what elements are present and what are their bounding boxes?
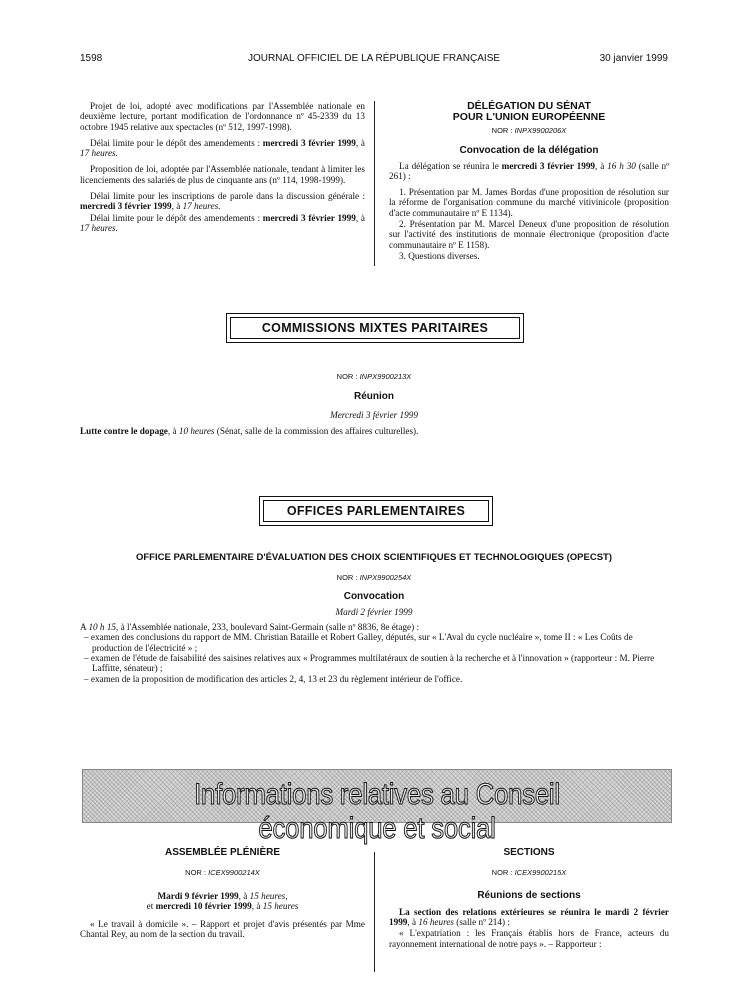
paragraph: La section des relations extérieures se réunira le mardi 2 février 1999, à 16 heures (salle nº 214) : bbox=[389, 906, 669, 928]
section-box-cmp bbox=[226, 313, 524, 343]
section-title: ASSEMBLÉE PLÉNIÈRE bbox=[164, 847, 281, 858]
paragraph: La délégation se réunira le mercredi 3 février 1999, à 16 h 30 (salle nº 261) : bbox=[389, 160, 669, 181]
list-item: – examen de la proposition de modification des articles 2, 4, 13 et 23 du règlement intérieur de l'office. bbox=[84, 673, 463, 684]
list-item: 1. Présentation par M. James Bordas d'une proposition de résolution sur la réforme de l'organisation commune du marché vitivinicole (proposition d'acte communautaire nº E 1134). bbox=[389, 187, 669, 218]
nor-reference: NOR : INPX9900206X bbox=[491, 126, 567, 135]
top-left-column bbox=[80, 101, 365, 239]
page-number: 1598 bbox=[80, 53, 103, 64]
cmp-section bbox=[80, 372, 668, 436]
agenda-line: Lutte contre le dopage, à 10 heures (Sénat, salle de la commission des affaires culturelles). bbox=[80, 425, 419, 436]
paragraph: Délai limite pour le dépôt des amendements : mercredi 3 février 1999, à 17 heures. bbox=[80, 137, 366, 159]
list-item: – examen de l'étude de faisabilité des saisines relatives aux « Programmes multilatéraux de soutien à la recherche et à l'innovation » (rapporteur : M. Pierre Laffitte, sénateur) ; bbox=[84, 653, 655, 674]
nor-reference: NOR : INPX9900254X bbox=[336, 573, 412, 583]
list-item: 3. Questions diverses. bbox=[399, 250, 480, 261]
agenda-intro: A 10 h 15, à l'Assemblée nationale, 233, boulevard Saint-Germain (salle nº 8836, 8e étage) : bbox=[80, 622, 420, 633]
column-divider bbox=[374, 101, 375, 266]
section-subtitle: Convocation de la délégation bbox=[459, 145, 599, 157]
column-divider bbox=[374, 852, 375, 972]
banner-title: Informations relatives au Conseil économique et social bbox=[194, 778, 560, 845]
section-heading: Convocation bbox=[343, 590, 405, 602]
nor-reference: NOR : ICEX9900214X bbox=[185, 868, 260, 878]
session-date: Mardi 9 février 1999, à 15 heures, bbox=[157, 890, 288, 901]
nor-reference: NOR : ICEX9900215X bbox=[491, 868, 567, 878]
session-date: et mercredi 10 février 1999, à 15 heures bbox=[146, 900, 299, 911]
section-title: DÉLÉGATION DU SÉNAT POUR L'UNION EUROPÉENNE bbox=[452, 100, 606, 123]
journal-title: JOURNAL OFFICIEL DE LA RÉPUBLIQUE FRANÇAISE bbox=[247, 53, 501, 64]
paragraph: Proposition de loi, adoptée par l'Assemblée nationale, tendant à limiter les licenciements des salariés de plus de cinquante ans (nº 114, 1998-1999). bbox=[80, 164, 365, 185]
list-item: – examen des conclusions du rapport de MM. Christian Bataille et Robert Galley, députés, sur « L'Aval du cycle nucléaire », tome II : « Les Coûts de production de l'électricité » ; bbox=[84, 632, 633, 653]
paragraph: « Le travail à domicile ». – Rapport et projet d'avis présentés par Mme Chantal Rey, au nom de la section du travail. bbox=[80, 919, 365, 940]
section-box-title: COMMISSIONS MIXTES PARITAIRES bbox=[230, 317, 520, 339]
section-box-offices bbox=[259, 496, 493, 526]
meeting-date: Mercredi 3 février 1999 bbox=[330, 409, 418, 420]
list-item: 2. Présentation par M. Marcel Deneux d'une proposition de résolution sur l'activité des institutions de monnaie électronique (proposition d'acte communautaire nº E 1158). bbox=[389, 219, 669, 250]
paragraph: Projet de loi, adopté avec modifications par l'Assemblée nationale en deuxième lecture, portant modification de l'ordonnance nº 45-2339 du 13 octobre 1945 relative aux spectacles (nº 512, 1997-1998). bbox=[80, 101, 365, 132]
running-header bbox=[80, 53, 668, 69]
offices-section bbox=[80, 553, 668, 684]
paragraph: « L'expatriation : les Français établis hors de France, acteurs du rayonnement international de notre pays ». – Rapporteur : bbox=[389, 928, 669, 949]
office-title: OFFICE PARLEMENTAIRE D'ÉVALUATION DES CHOIX SCIENTIFIQUES ET TECHNOLOGIQUES (OPECST) bbox=[135, 552, 613, 563]
bottom-right-column bbox=[389, 848, 669, 955]
nor-reference: NOR : INPX9900213X bbox=[336, 372, 412, 381]
bottom-left-column bbox=[80, 848, 365, 946]
section-heading: Réunion bbox=[354, 391, 394, 403]
issue-date: 30 janvier 1999 bbox=[599, 53, 668, 64]
paragraph: Délai limite pour le dépôt des amendements : mercredi 3 février 1999, à 17 heures. bbox=[80, 212, 366, 233]
section-subtitle: Réunions de sections bbox=[477, 889, 581, 901]
section-box-title: OFFICES PARLEMENTAIRES bbox=[263, 500, 489, 522]
meeting-date: Mardi 2 février 1999 bbox=[335, 606, 413, 617]
section-title: SECTIONS bbox=[503, 847, 555, 858]
paragraph: Délai limite pour les inscriptions de parole dans la discussion générale : mercredi 3 février 1999, à 17 heures. bbox=[80, 191, 365, 212]
top-right-column bbox=[389, 101, 669, 267]
ces-banner bbox=[82, 769, 672, 845]
